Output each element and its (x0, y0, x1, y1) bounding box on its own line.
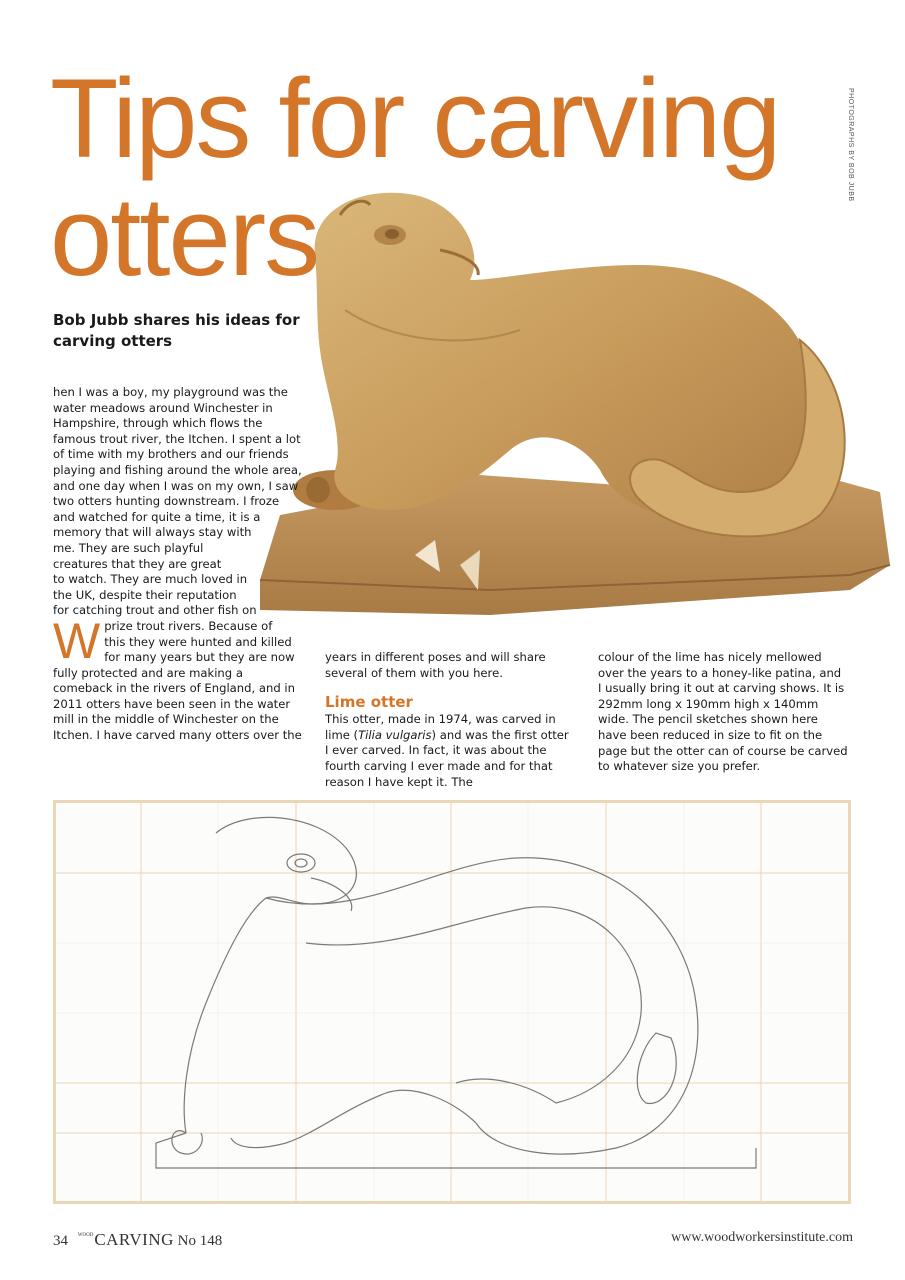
lime-otter-paragraph-continued: colour of the lime has nicely mellowed over the years to a honey-like patina, and I usually bring it out at carving shows. It is 292mm long x 190mm high x 140mm wide. The pencil sketches shown here have been reduced in size to fit on the page but the otter can of course be carved to whatever size you prefer. (598, 650, 848, 774)
body-column-1 (53, 385, 303, 744)
standfirst: Bob Jubb shares his ideas for carving otters (53, 311, 300, 350)
intro-paragraph: hen I was a boy, my playground was the water meadows around Winchester in Hampshire, through which flows the famous trout river, the Itchen. I spent a lot of time with my brothers and our friends playing and fishing around the whole area, and one day when I was on my own, I saw two otters hunting downstream. I froze and watched for quite a time, it is a memory that will always stay with me. They are such playful creatures that they are great to watch. They are much loved in the UK, despite their reputation for catching trout and other fish on prize trout rivers. Because of this they were hunted and killed for many years but they are now fully protected and are making a comeback in the rivers of England, and in 2011 otters have been seen in the water mill in the middle of Winchester on the Itchen. I have carved many otters over the (53, 385, 302, 743)
drop-cap: W (53, 612, 101, 669)
magazine-name: CARVING (94, 1230, 174, 1249)
subhead-lime-otter: Lime otter (325, 693, 413, 712)
issue-number: No 148 (177, 1233, 223, 1249)
page-number: 34 (53, 1233, 68, 1249)
body-column-2 (325, 650, 575, 790)
otter-pencil-sketch (56, 803, 848, 1201)
pencil-sketch-frame (53, 800, 851, 1204)
title-line-2: otters (50, 174, 319, 299)
latin-name: Tilia vulgaris (358, 727, 432, 742)
website-url[interactable]: www.woodworkersinstitute.com (671, 1230, 853, 1245)
lime-otter-paragraph: This otter, made in 1974, was carved in lime (Tilia vulgaris) and was the first otter I ever carved. In fact, it was about the fourth carving I ever made and for that reason I have kept it. The (325, 712, 569, 789)
intro-continued: years in different poses and will share several of them with you here. (325, 650, 546, 680)
body-column-3 (598, 650, 848, 775)
magazine-prefix: WOOD (77, 1233, 94, 1238)
footer-left (53, 1230, 222, 1250)
article-title (50, 56, 780, 299)
photo-credit: PHOTOGRAPHS BY BOB JUBB (847, 88, 854, 202)
title-line-1: Tips for carving (50, 56, 780, 181)
